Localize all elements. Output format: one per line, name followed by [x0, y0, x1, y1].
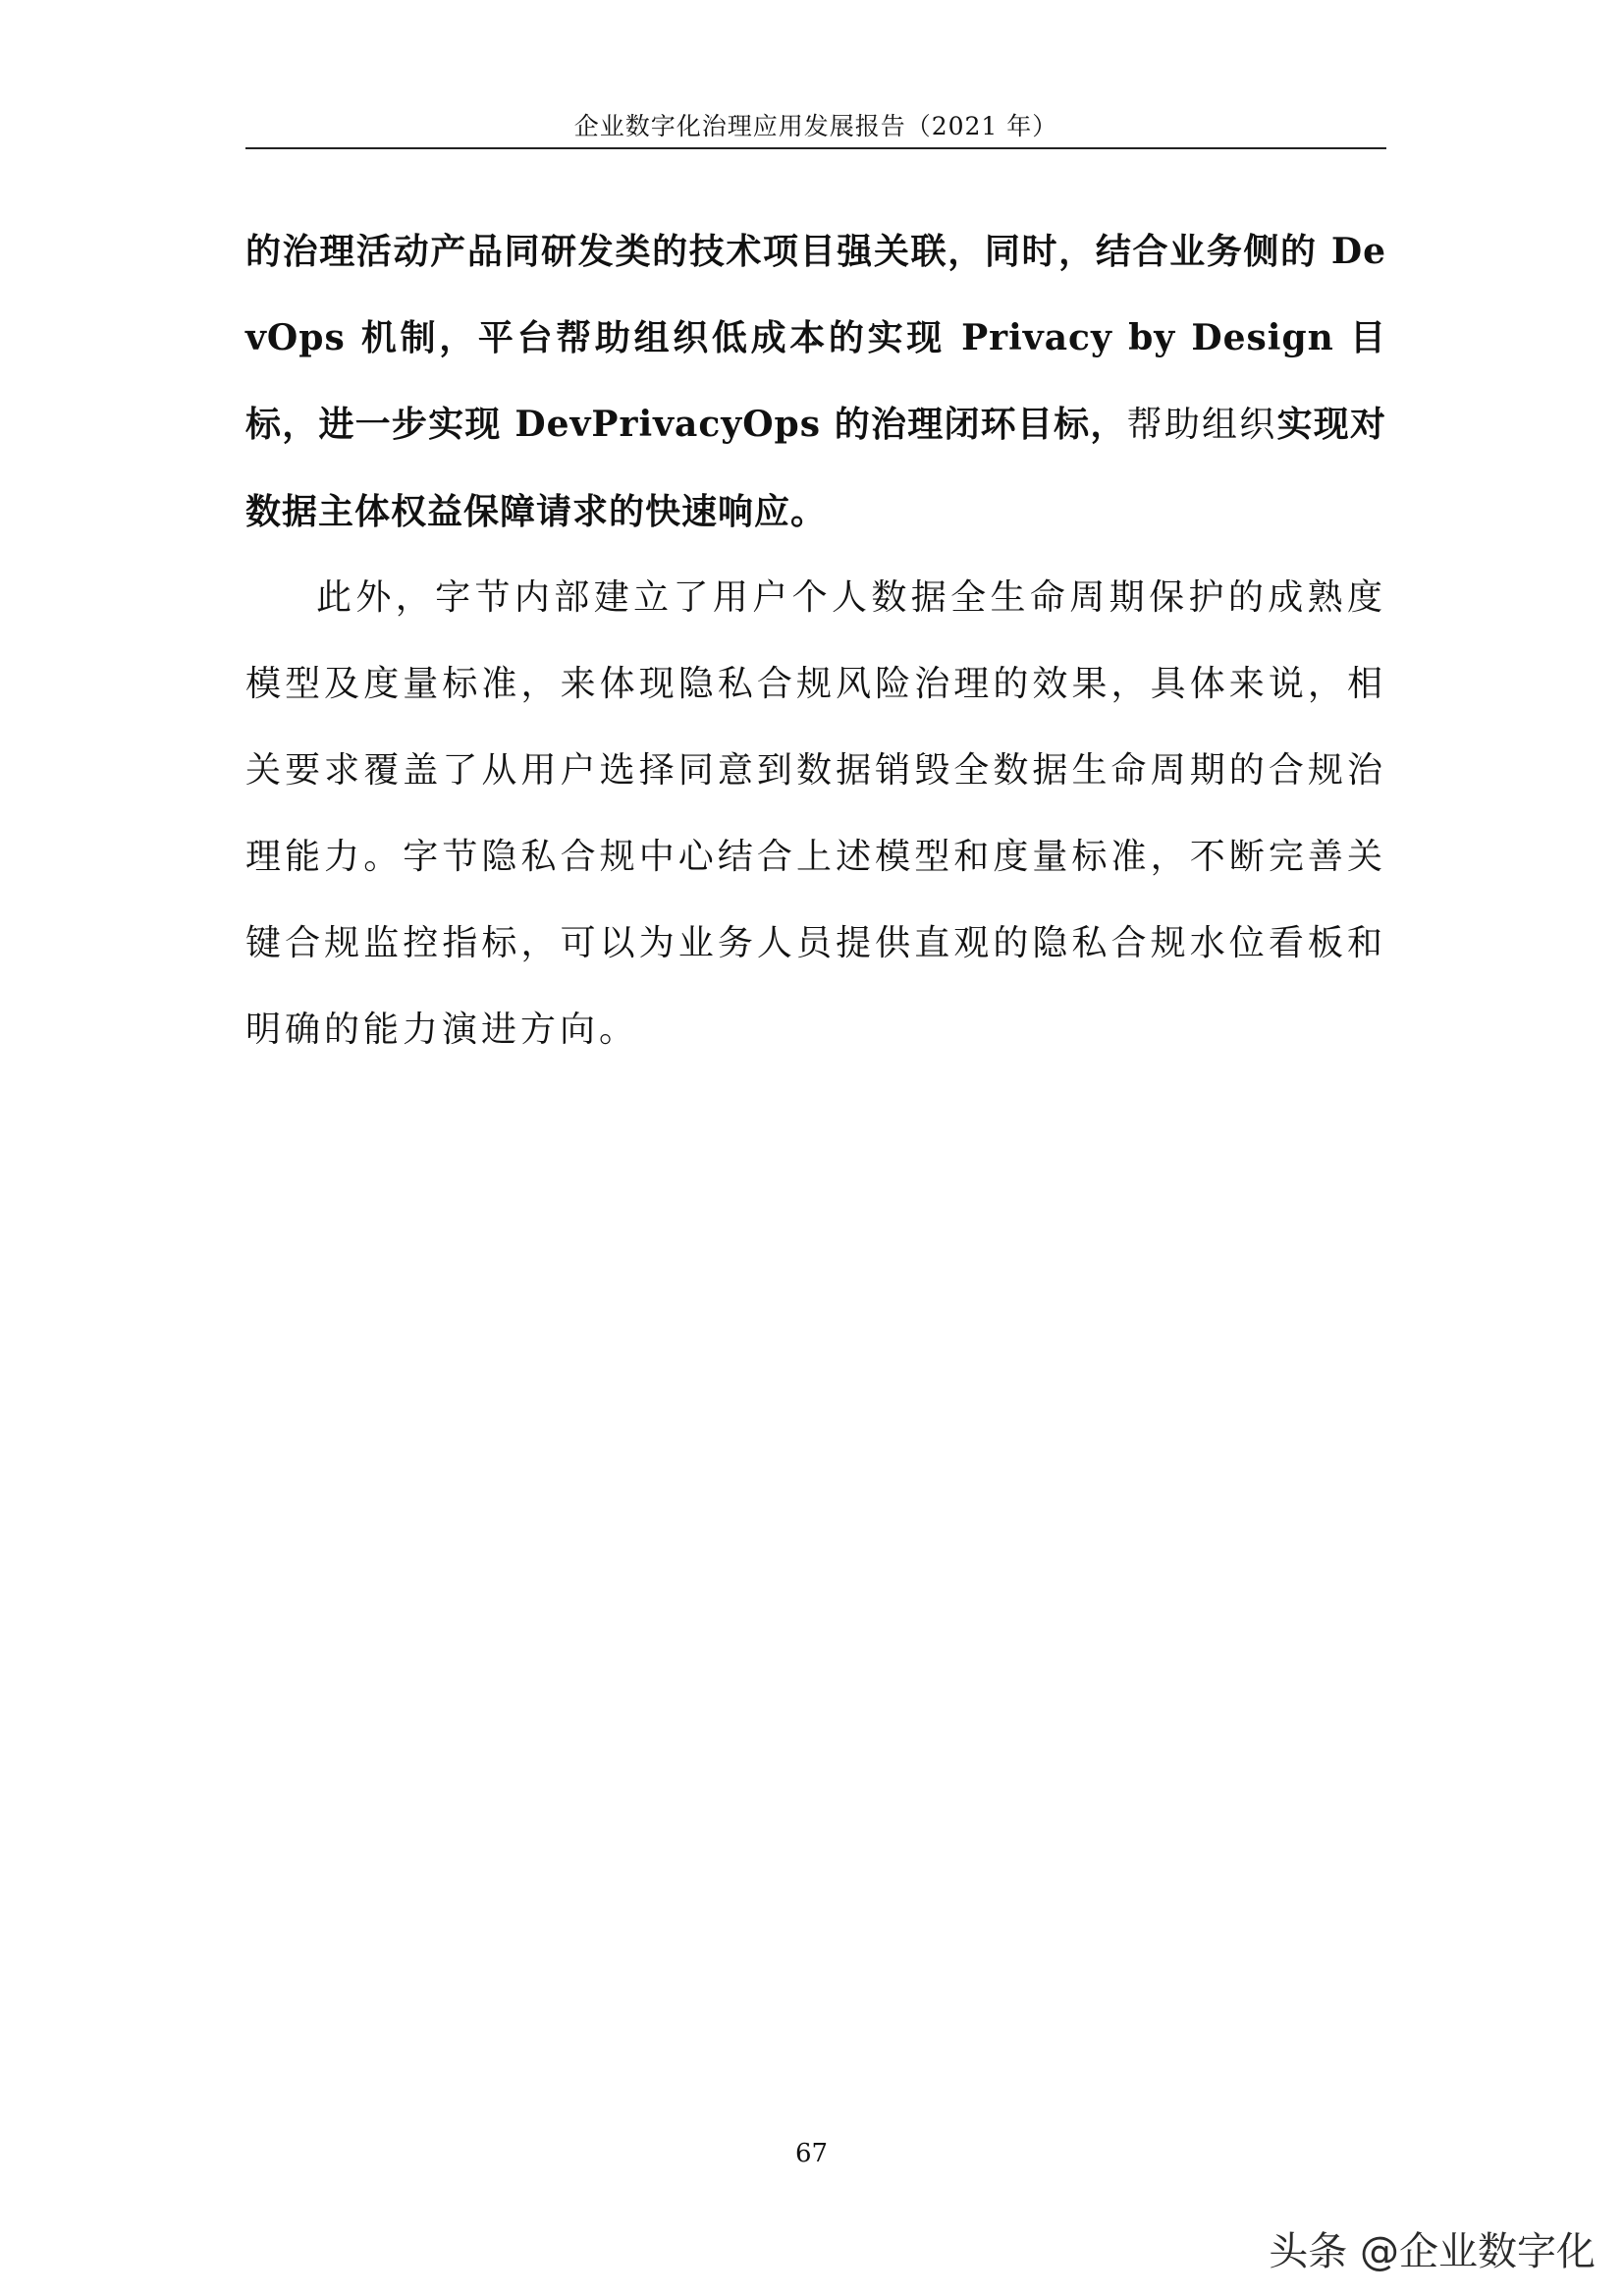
paragraph-continued	[245, 208, 1386, 555]
document-body	[245, 208, 1386, 1073]
header-divider	[245, 147, 1386, 149]
source-watermark: 头条 @企业数字化	[1269, 2229, 1596, 2274]
running-header: 企业数字化治理应用发展报告（2021 年）	[573, 112, 1058, 140]
paragraph-maturity-model: 此外，字节内部建立了用户个人数据全生命周期保护的成熟度模型及度量标准，来体现隐私合规风险治理的效果，具体来说，相关要求覆盖了从用户选择同意到数据销毁全数据生命周期的合规治理能力。字节隐私合规中心结合上述模型和度量标准，不断完善关键合规监控指标，可以为业务人员提供直观的隐私合规水位看板和明确的能力演进方向。	[245, 577, 1386, 1050]
paragraph-1-text-b: 帮助组织	[1126, 405, 1277, 445]
paragraph-1-text-c: 实现对数据主体权益保障请求的快速响应。	[245, 404, 1386, 532]
page-number: 67	[794, 2139, 829, 2168]
paragraph-1-text-a: 的治理活动产品同研发类的技术项目强关联，同时，结合业务侧的 DevOps 机制，平台帮助组织低成本的实现 Privacy by Design 目标，进一步实现 DevPrivacyOps 的治理闭环目标，	[245, 231, 1386, 445]
